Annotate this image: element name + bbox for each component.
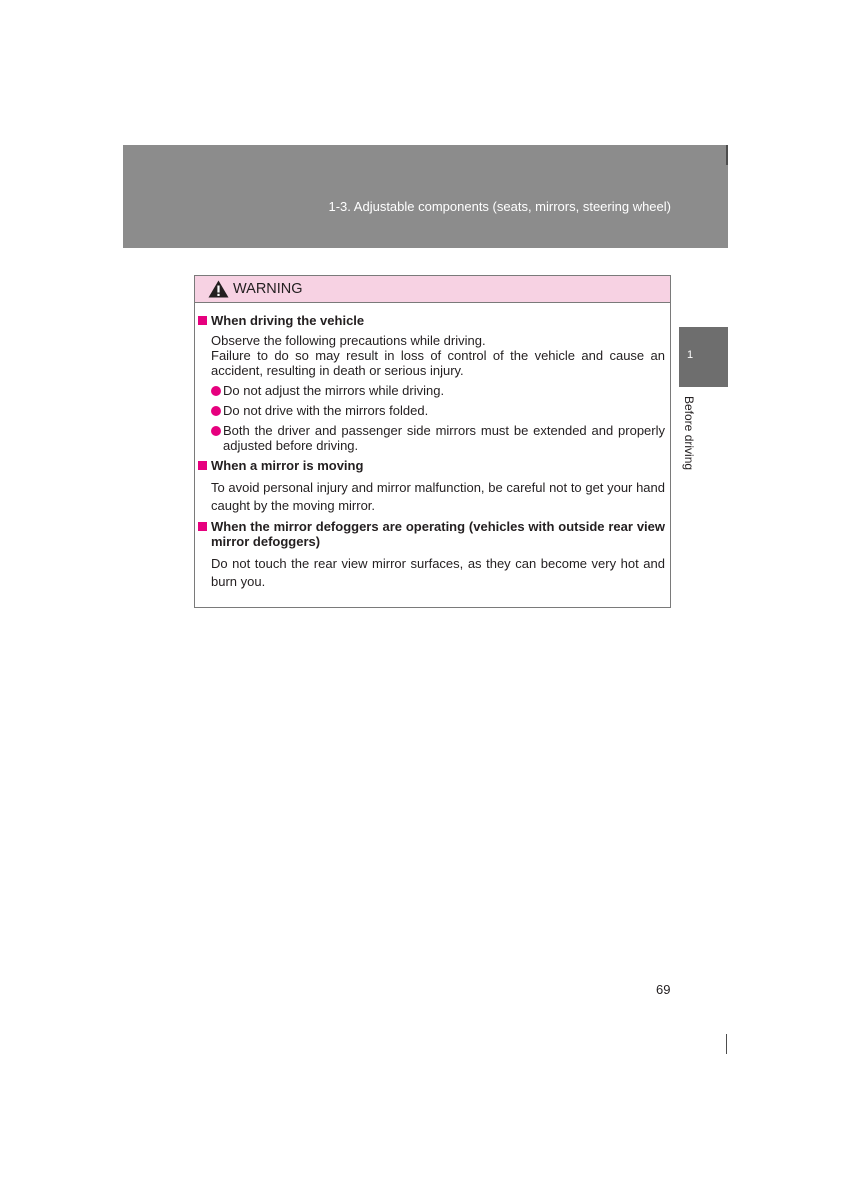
square-bullet-icon	[198, 316, 207, 325]
section-header-bar	[123, 145, 728, 248]
warning-title: WARNING	[233, 281, 303, 297]
chapter-label: Before driving	[682, 396, 696, 471]
warning-body	[195, 303, 670, 590]
paragraph-line: Observe the following precautions while driving.	[211, 333, 486, 348]
paragraph: To avoid personal injury and mirror malfunction, be careful not to get your hand caught by the moving mirror.	[211, 480, 665, 513]
section-heading-defoggers	[198, 519, 665, 549]
chapter-number: 1	[687, 349, 694, 361]
bullet-item	[198, 383, 665, 398]
paragraph	[198, 333, 665, 378]
round-bullet-icon	[211, 406, 221, 416]
section-heading-mirror-moving	[198, 458, 665, 473]
section-heading-text: When the mirror defoggers are operating (vehicles with outside rear view mirror defoggers)	[211, 519, 665, 549]
round-bullet-icon	[211, 426, 221, 436]
section-title: 1-3. Adjustable components (seats, mirrors, steering wheel)	[328, 199, 671, 214]
footer-edge-tick	[726, 1034, 727, 1054]
square-bullet-icon	[198, 461, 207, 470]
bullet-item	[198, 423, 665, 453]
warning-header	[195, 276, 670, 303]
section-heading-text: When driving the vehicle	[211, 313, 365, 328]
paragraph-line: Failure to do so may result in loss of control of the vehicle and cause an accident, resulting in death or serious injury.	[211, 348, 665, 378]
page-number: 69	[656, 982, 671, 997]
warning-box	[194, 275, 671, 608]
square-bullet-icon	[198, 522, 207, 531]
round-bullet-icon	[211, 386, 221, 396]
bullet-text: Both the driver and passenger side mirrors must be extended and properly adjusted before driving.	[223, 423, 665, 453]
chapter-tab	[679, 327, 728, 387]
header-edge-tick	[726, 145, 728, 165]
section-heading-driving	[198, 313, 665, 328]
bullet-text: Do not drive with the mirrors folded.	[223, 403, 429, 418]
section-heading-text: When a mirror is moving	[211, 458, 364, 473]
bullet-item	[198, 403, 665, 418]
paragraph: Do not touch the rear view mirror surfaces, as they can become very hot and burn you.	[211, 556, 665, 589]
warning-triangle-icon	[208, 280, 229, 298]
bullet-text: Do not adjust the mirrors while driving.	[223, 383, 445, 398]
